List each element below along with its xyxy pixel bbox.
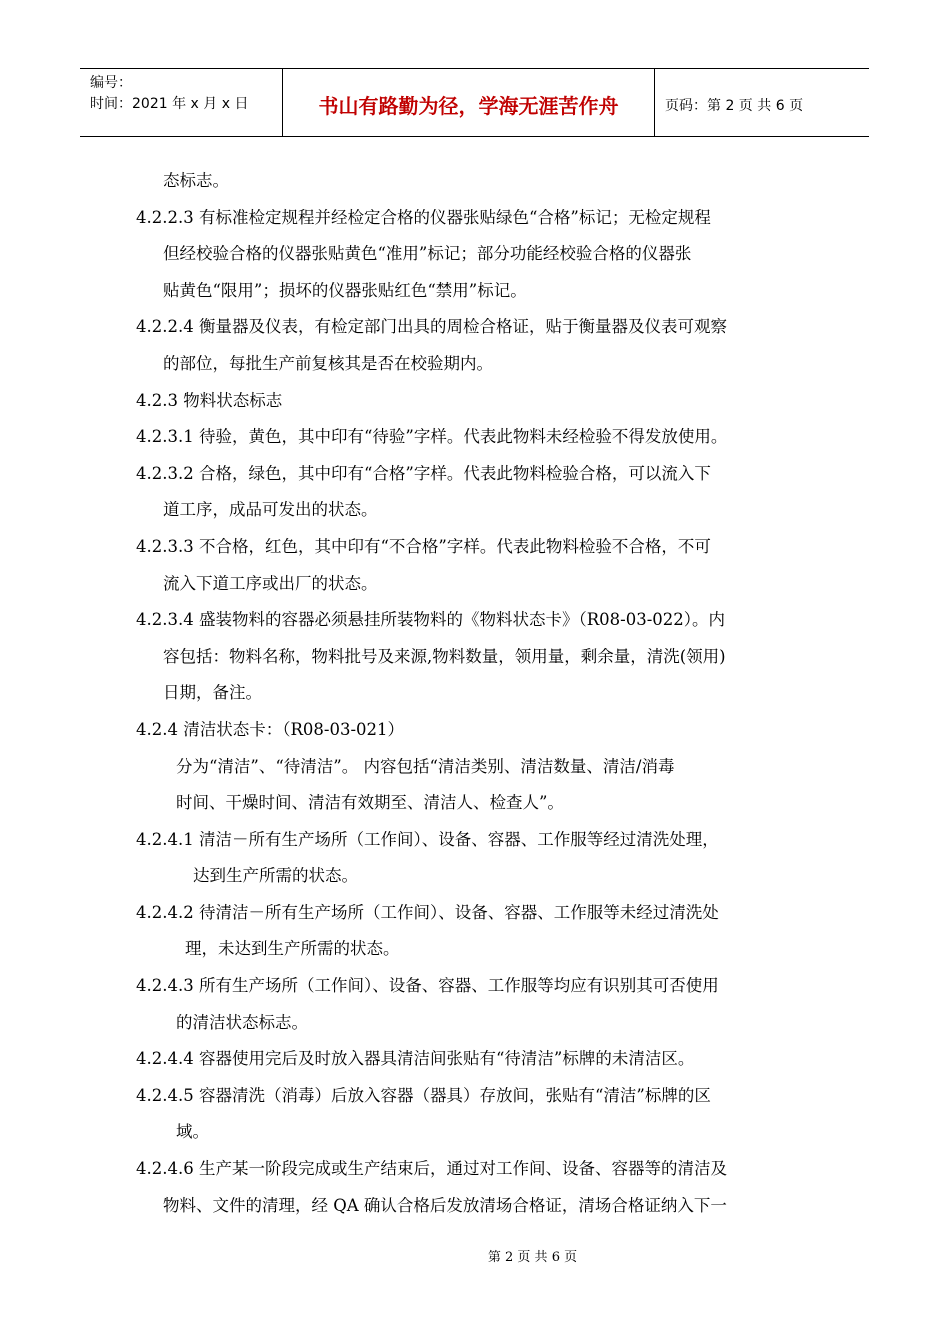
body-line: 4.2.4.3 所有生产场所（工作间）、设备、容器、工作服等均应有识别其可否使用 xyxy=(136,976,719,996)
body-line: 4.2.4.2 待清洁－所有生产场所（工作间）、设备、容器、工作服等未经过清洗处 xyxy=(136,902,719,922)
body-line: 时间、干燥时间、清洁有效期至、清洁人、检查人”。 xyxy=(176,793,564,813)
body-line: 4.2.3.1 待验，黄色，其中印有“待验”字样。代表此物料未经检验不得发放使用。 xyxy=(136,427,728,447)
body-line: 的部位，每批生产前复核其是否在校验期内。 xyxy=(163,353,493,373)
document-code-label: 编号： xyxy=(90,75,132,91)
body-line: 域。 xyxy=(176,1122,209,1142)
body-line: 容包括：物料名称，物料批号及来源,物料数量，领用量，剩余量，清洗(领用) xyxy=(163,646,726,666)
section-heading: 4.2.4 清洁状态卡：（R08-03-021） xyxy=(136,719,405,739)
document-time-label: 时间：2021 年 x 月 x 日 xyxy=(90,96,249,112)
body-line: 4.2.2.3 有标准检定规程并经检定合格的仪器张贴绿色“合格”标记；无检定规程 xyxy=(136,207,711,227)
body-line: 达到生产所需的状态。 xyxy=(193,866,358,886)
body-line: 4.2.4.6 生产某一阶段完成或生产结束后，通过对工作间、设备、容器等的清洁及 xyxy=(136,1159,727,1179)
section-heading: 4.2.3 物料状态标志 xyxy=(136,390,283,410)
document-body xyxy=(0,163,950,1224)
body-line: 理，未达到生产所需的状态。 xyxy=(185,939,400,959)
body-line: 分为“清洁”、“待清洁”。 内容包括“清洁类别、清洁数量、清洁/消毒 xyxy=(176,756,675,776)
body-line: 4.2.4.4 容器使用完后及时放入器具清洁间张贴有“待清洁”标牌的未清洁区。 xyxy=(136,1049,695,1069)
body-line: 4.2.2.4 衡量器及仪表，有检定部门出具的周检合格证，贴于衡量器及仪表可观察 xyxy=(136,317,727,337)
body-line: 日期，备注。 xyxy=(163,683,262,703)
body-line: 贴黄色“限用”；损坏的仪器张贴红色“禁用”标记。 xyxy=(163,280,527,300)
body-line: 4.2.3.2 合格，绿色，其中印有“合格”字样。代表此物料检验合格，可以流入下 xyxy=(136,463,711,483)
body-line: 但经校验合格的仪器张贴黄色“准用”标记；部分功能经校验合格的仪器张 xyxy=(163,244,692,264)
body-line: 的清洁状态标志。 xyxy=(176,1012,308,1032)
header-motto: 书山有路勤为径，学海无涯苦作舟 xyxy=(283,69,655,136)
body-line: 流入下道工序或出厂的状态。 xyxy=(163,573,378,593)
header-page-info: 页码：第 2 页 共 6 页 xyxy=(665,97,804,114)
page-header xyxy=(80,68,869,137)
body-line: 4.2.4.5 容器清洗（消毒）后放入容器（器具）存放间，张贴有“清洁”标牌的区 xyxy=(136,1085,711,1105)
body-line: 态标志。 xyxy=(163,171,229,190)
body-line: 4.2.4.1 清洁－所有生产场所（工作间）、设备、容器、工作服等经过清洗处理， xyxy=(136,829,719,849)
header-meta xyxy=(80,69,283,136)
body-line: 物料、文件的清理，经 QA 确认合格后发放清场合格证，清场合格证纳入下一 xyxy=(163,1195,727,1215)
body-line: 道工序，成品可发出的状态。 xyxy=(163,500,378,520)
body-line: 4.2.3.4 盛装物料的容器必须悬挂所装物料的《物料状态卡》（R08-03-022）。内 xyxy=(136,610,726,630)
body-line: 4.2.3.3 不合格，红色，其中印有“不合格”字样。代表此物料检验不合格，不可 xyxy=(136,536,711,556)
page-footer: 第 2 页 共 6 页 xyxy=(487,1250,578,1265)
